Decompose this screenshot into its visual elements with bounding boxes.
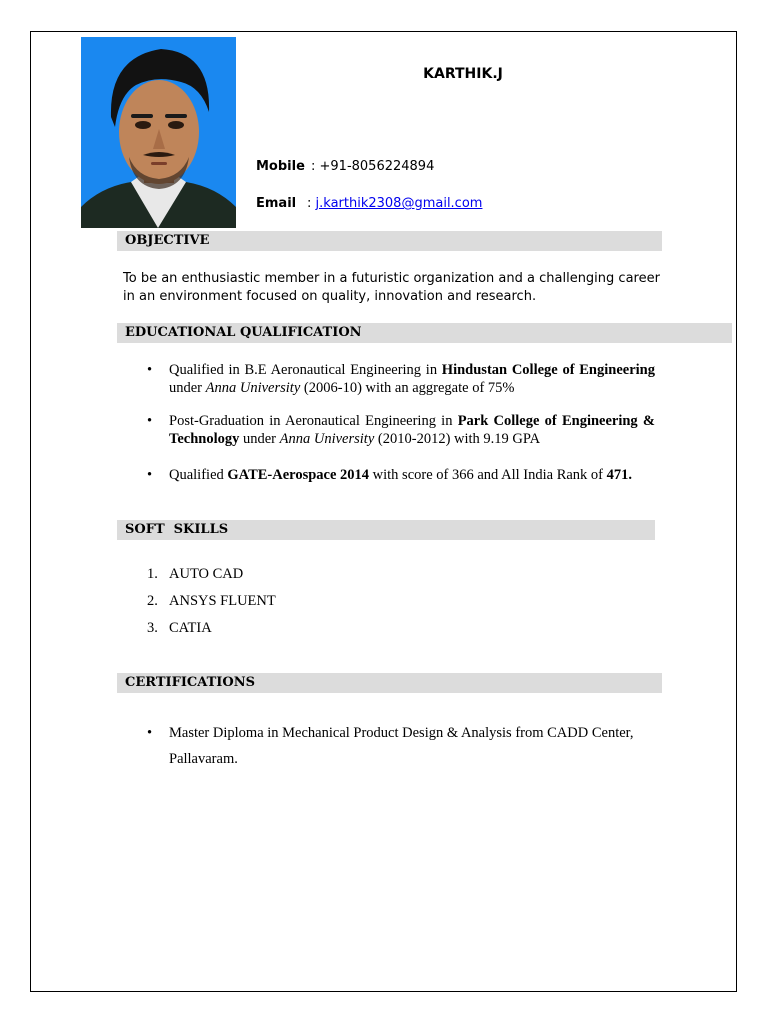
skill-number: 2. [147, 593, 158, 609]
edu-college: Park College of Engineering & Technology [169, 413, 655, 447]
objective-text: To be an enthusiastic member in a futuristic organization and a challenging career in an environment focused on quality, innovation and research. [123, 271, 660, 304]
section-heading-certifications: CERTIFICATIONS [117, 673, 662, 693]
edu-exam: GATE-Aerospace 2014 [227, 467, 370, 483]
edu-text: Qualified in B.E Aeronautical Engineering in [169, 362, 442, 378]
edu-text: with score of 366 and All India Rank of [369, 467, 607, 483]
section-heading-objective: OBJECTIVE [117, 231, 662, 251]
edu-college: Hindustan College of Engineering [441, 362, 655, 378]
skill-number: 1. [147, 566, 158, 582]
skill-label: ANSYS FLUENT [169, 593, 276, 609]
certification-item: • Master Diploma in Mechanical Product Design & Analysis from CADD Center, Pallavaram. [169, 720, 655, 772]
email-label: Email [256, 196, 297, 211]
list-item [169, 361, 655, 397]
list-item [169, 412, 655, 448]
section-heading-skills: SOFT SKILLS [117, 520, 655, 540]
skill-item [147, 593, 276, 610]
list-item [169, 466, 655, 484]
edu-text: under [169, 380, 206, 396]
edu-text: (2010-2012) with 9.19 GPA [374, 431, 541, 447]
edu-text: Qualified [169, 467, 228, 483]
edu-rank: 471. [606, 467, 632, 483]
edu-text: (2006-10) with an aggregate of 75% [300, 380, 515, 396]
edu-university: Anna University [205, 380, 301, 396]
email-separator: : [307, 196, 312, 211]
email-line [256, 196, 482, 211]
skill-label: AUTO CAD [169, 566, 244, 582]
profile-photo [81, 37, 236, 228]
edu-university: Anna University [279, 431, 375, 447]
skill-label: CATIA [169, 620, 212, 636]
candidate-name: KARTHIK.J [423, 66, 503, 82]
mobile-line [256, 159, 434, 174]
mobile-label: Mobile [256, 159, 305, 174]
edu-text: Post-Graduation in Aeronautical Engineering in [169, 413, 458, 429]
edu-text: under [239, 431, 280, 447]
skill-number: 3. [147, 620, 158, 636]
skill-item [147, 566, 243, 583]
skill-item [147, 620, 212, 637]
section-heading-education: EDUCATIONAL QUALIFICATION [117, 323, 732, 343]
email-link[interactable]: j.karthik2308@gmail.com [315, 196, 483, 211]
mobile-value: : +91-8056224894 [311, 159, 435, 174]
